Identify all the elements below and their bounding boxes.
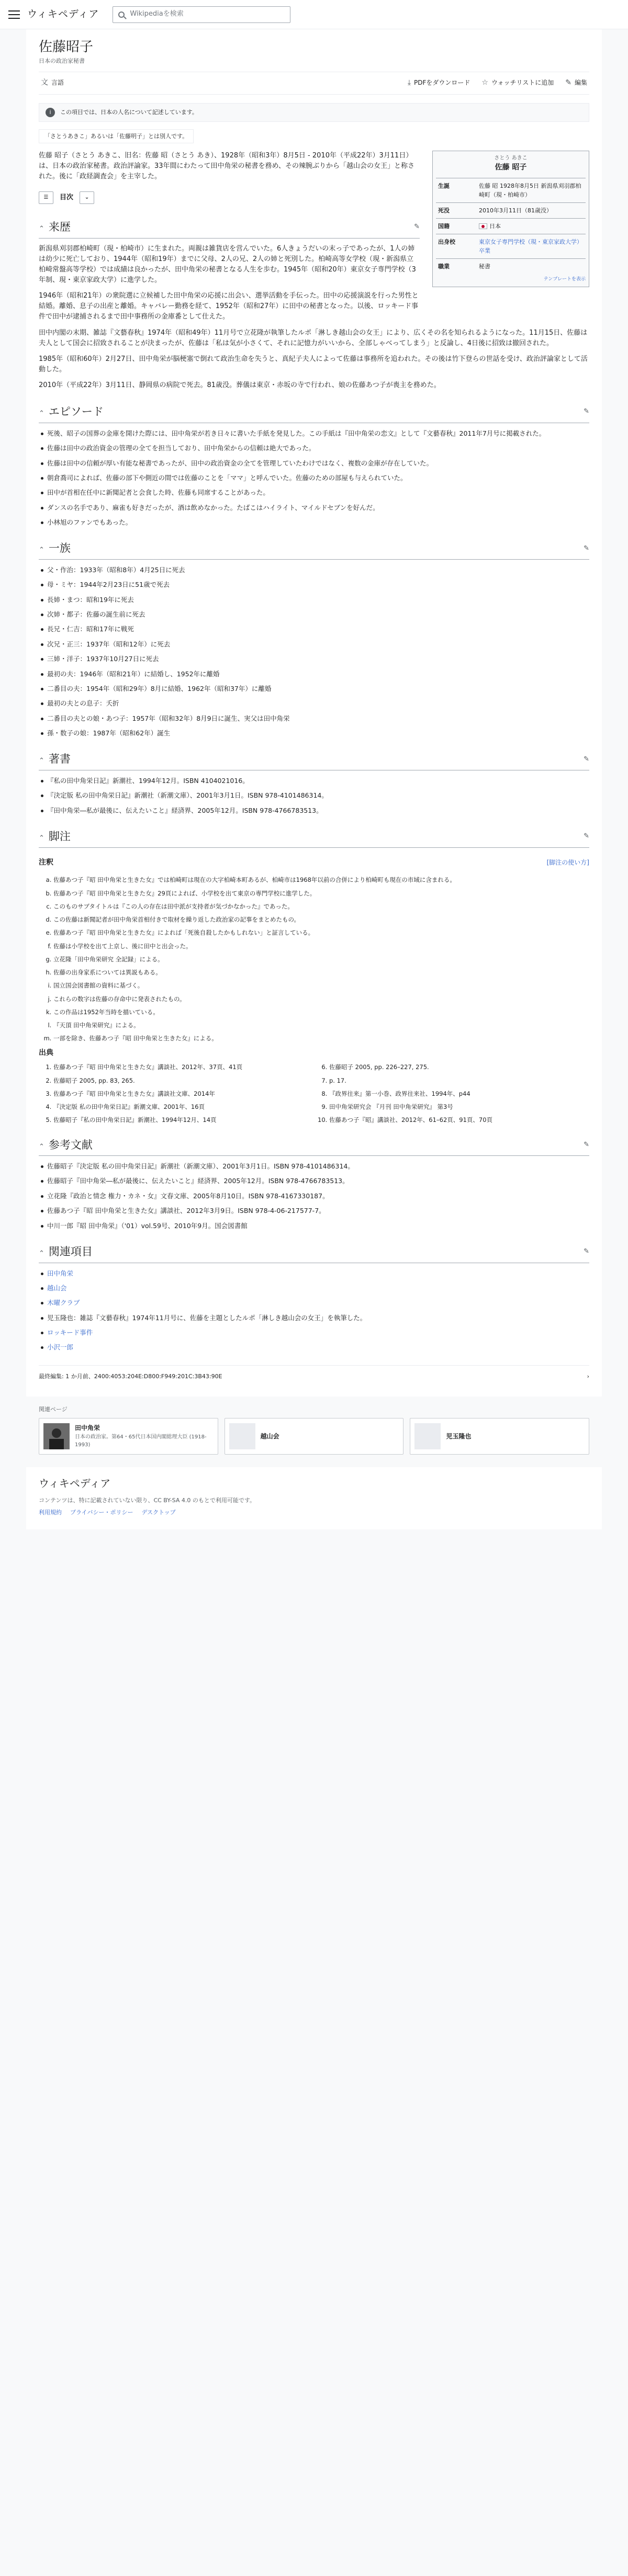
history-paragraph: 田中内閣の末期、雑誌『文藝春秋』1974年（昭和49年）11月号で立花隆が執筆したルポ「淋しき越山会の女王」により、広くその名を知られるようになった。11月15日、佐藤は夫人として国会に招致されることが決まったが、佐藤は「私は気が小さくて、それに記憶力がいいから、全部しゃべってしまう」と反論し、4日後に招致は撤回された。 bbox=[39, 328, 588, 347]
edit-button[interactable]: ✎ 編集 bbox=[565, 77, 587, 89]
note-item: k. この作品は1952年当時を描いている。 bbox=[53, 1008, 589, 1017]
list-item: 次兄・正三：1937年（昭和12年）に死去 bbox=[39, 639, 589, 649]
list-item: 小林旭のファンでもあった。 bbox=[39, 517, 589, 527]
source-item: 5. 佐藤昭子『私の田中角栄日記』新潮社、1994年12月、14頁 bbox=[53, 1116, 313, 1125]
family-list bbox=[39, 565, 589, 739]
note-item: j. これらの数字は佐藤の存命中に発表されたもの。 bbox=[53, 995, 589, 1004]
see-also-link[interactable]: 小沢一郎 bbox=[39, 1342, 589, 1352]
last-edited-bar[interactable] bbox=[39, 1365, 589, 1381]
source-item: 7. p. 17. bbox=[329, 1076, 589, 1085]
infobox bbox=[432, 151, 589, 287]
books-list bbox=[39, 776, 589, 815]
see-also-link[interactable]: 越山会 bbox=[39, 1283, 589, 1293]
edit-section-icon[interactable]: ✎ bbox=[584, 755, 589, 763]
history-paragraph: 2010年（平成22年）3月11日、静岡県の病院で死去。81歳没。葬儀は東京・赤坂の寺で行われ、娘の佐藤あつ子が喪主を務めた。 bbox=[39, 381, 441, 390]
list-item: 『私の田中角栄日記』新潮社、1994年12月。ISBN 4104021016。 bbox=[39, 776, 589, 786]
collapse-icon: ⌃ bbox=[39, 1142, 44, 1151]
related-card[interactable] bbox=[225, 1418, 404, 1455]
page-footer bbox=[26, 1467, 602, 1529]
infobox-label: 国籍 bbox=[436, 218, 477, 234]
source-item: 1. 佐藤あつ子『昭 田中角栄と生きた女』講談社、2012年、37頁、41頁 bbox=[53, 1063, 313, 1072]
list-item: 二番目の夫との娘・あつ子：1957年（昭和32年）8月9日に誕生、実父は田中角栄 bbox=[39, 713, 589, 723]
section-books[interactable]: ⌃ 著書 ✎ bbox=[39, 743, 589, 770]
source-item: 2. 佐藤昭子 2005, pp. 83, 265. bbox=[53, 1076, 313, 1085]
collapse-icon: ⌃ bbox=[39, 410, 44, 418]
menu-icon[interactable] bbox=[8, 10, 20, 19]
info-icon: i bbox=[46, 108, 55, 117]
list-item: 佐藤は田中の政治資金の管理の全てを担当しており、田中角栄からの信頼は絶大であった。 bbox=[39, 443, 589, 453]
hatnote: 「さとうあきこ」あるいは「佐藤明子」とは別人です。 bbox=[39, 129, 194, 143]
collapse-icon: ⌃ bbox=[39, 546, 44, 554]
list-item: 長姉・まつ：昭和19年に死去 bbox=[39, 595, 589, 605]
page-title: 佐藤昭子 bbox=[39, 39, 94, 55]
edit-section-icon[interactable]: ✎ bbox=[414, 223, 420, 231]
infobox-label: 死没 bbox=[436, 202, 477, 218]
language-button[interactable]: 文 言語 bbox=[41, 77, 64, 89]
see-also-link[interactable]: ロッキード事件 bbox=[39, 1327, 589, 1337]
section-notes[interactable]: ⌃ 脚注 ✎ bbox=[39, 821, 589, 848]
list-item: 最初の夫との息子：夭折 bbox=[39, 698, 589, 708]
lead-section bbox=[39, 151, 589, 328]
related-card[interactable] bbox=[410, 1418, 589, 1455]
collapse-icon: ⌃ bbox=[39, 834, 44, 843]
edit-section-icon[interactable]: ✎ bbox=[584, 1247, 589, 1256]
card-title: 越山会 bbox=[260, 1432, 279, 1440]
placeholder-thumbnail bbox=[229, 1423, 255, 1449]
infobox-label: 職業 bbox=[436, 259, 477, 275]
infobox-value: 佐藤 昭 1928年8月5日 新潟県刈羽郡柏崎町（現・柏崎市） bbox=[477, 178, 586, 202]
infobox-label: 生誕 bbox=[436, 178, 477, 202]
edit-section-icon[interactable]: ✎ bbox=[584, 407, 589, 416]
sources-subheading: 出典 bbox=[39, 1048, 53, 1057]
source-item: 10. 佐藤あつ子『昭』講談社、2012年、61–62頁、91頁、70頁 bbox=[329, 1116, 589, 1125]
note-item: b. 佐藤あつ子『昭 田中角栄と生きた女』29頁によれば、小学校を出て東京の専門学校に進学した。 bbox=[53, 889, 589, 898]
see-also-link[interactable]: 木曜クラブ bbox=[39, 1298, 589, 1308]
section-see-also[interactable]: ⌃ 関連項目 ✎ bbox=[39, 1236, 589, 1263]
edit-section-icon[interactable]: ✎ bbox=[584, 832, 589, 841]
related-label: 関連ページ bbox=[39, 1405, 68, 1413]
card-desc: 日本の政治家。第64・65代日本国内閣総理大臣 (1918-1993) bbox=[75, 1434, 207, 1448]
source-item: 3. 佐藤あつ子『昭 田中角栄と生きた女』講談社文庫、2014年 bbox=[53, 1090, 313, 1098]
list-item: 死後、昭子の国葬の金庫を開けた際には、田中角栄が若き日々に書いた手紙を発見した。この手紙は『田中角栄の恋文』として『文藝春秋』2011年7月号に掲載された。 bbox=[39, 428, 589, 438]
disambiguation-notice: i この項目では、日本の人名について記述しています。 bbox=[39, 103, 589, 122]
list-item: 田中が首相在任中に新聞記者と会食した時、佐藤も同席することがあった。 bbox=[39, 487, 589, 497]
infobox-value[interactable]: 東京女子専門学校（現・東京家政大学）卒業 bbox=[477, 234, 586, 258]
chevron-down-icon: ⌄ bbox=[80, 191, 94, 204]
placeholder-thumbnail bbox=[414, 1423, 441, 1449]
list-item: 父・作治：1933年（昭和8年）4月25日に死去 bbox=[39, 565, 589, 575]
list-item: 佐藤昭子『田中角栄―私が最後に、伝えたいこと』経済界、2005年12月。ISBN 978-4766783513。 bbox=[39, 1176, 589, 1186]
list-item: ダンスの名手であり、麻雀も好きだったが、酒は飲めなかった。たばこはハイライト、マイルドセブンを好んだ。 bbox=[39, 503, 589, 513]
infobox-label: 出身校 bbox=[436, 234, 477, 258]
note-item: g. 立花隆「田中角栄研究 全記録」による。 bbox=[53, 955, 589, 964]
list-item: 中川一郎『昭 田中角栄』（'01）vol.59号、2010年9月。国会図書館 bbox=[39, 1221, 589, 1231]
infobox-name: 佐藤 昭子 bbox=[495, 163, 527, 172]
card-title: 児玉隆也 bbox=[446, 1432, 472, 1440]
privacy-link[interactable]: プライバシー・ポリシー bbox=[70, 1508, 133, 1516]
lead-paragraph: 佐藤 昭子（さとう あきこ、旧名：佐藤 昭（さとう あき）、1928年（昭和3年）8月5日 - 2010年（平成22年）3月11日）は、日本の政治家秘書。政治評論家。33年間にわたって田中角栄の秘書を務め、その辣腕ぶりから「越山会の女王」と称された。後に「政経調査会」を主宰した。 bbox=[39, 151, 415, 180]
infobox-value: 2010年3月11日（81歳没） bbox=[477, 202, 586, 218]
search-input[interactable] bbox=[113, 6, 290, 23]
note-item: h. 佐藤の出身家系については異説もある。 bbox=[53, 968, 589, 977]
history-paragraph: 1946年（昭和21年）の衆院選に立候補した田中角栄の応援に出会い、選挙活動を手伝った。田中の応援演説を行った男性と結婚。離婚、息子の出産と離婚。キャバレー勤務を経て、1952年（昭和27年）に田中の秘書となった。以後、ロッキード事件で田中が逮捕されるまで田中事務所の金庫番として仕えた。 bbox=[39, 292, 419, 321]
list-item: 佐藤あつ子『昭 田中角栄と生きた女』講談社、2012年3月9日。ISBN 978-4-06-217577-7。 bbox=[39, 1206, 589, 1216]
see-also-link[interactable]: 田中角栄 bbox=[39, 1268, 589, 1278]
language-icon: 文 bbox=[41, 78, 48, 87]
see-also-link[interactable]: 児玉隆也：雑誌『文藝春秋』1974年11月号に、佐藤を主題としたルポ「淋しき越山会の女王」を執筆した。 bbox=[39, 1313, 589, 1323]
terms-link[interactable]: 利用規約 bbox=[39, 1508, 62, 1516]
japan-flag-icon bbox=[479, 223, 487, 229]
list-item: 最初の夫：1946年（昭和21年）に結婚し、1952年に離婚 bbox=[39, 669, 589, 679]
see-also-list bbox=[39, 1268, 589, 1353]
collapse-icon: ⌃ bbox=[39, 757, 44, 765]
note-item: e. 佐藤あつ子『昭 田中角栄と生きた女』によれば「死後自殺したかもしれない」と証言している。 bbox=[53, 928, 589, 937]
source-item: 6. 佐藤昭子 2005, pp. 226–227, 275. bbox=[329, 1063, 589, 1072]
list-item: 立花隆『政治と情念 権力・カネ・女』文春文庫、2005年8月10日。ISBN 978-4167330187。 bbox=[39, 1191, 589, 1201]
list-item: 三姉・洋子：1937年10月27日に死去 bbox=[39, 654, 589, 664]
notes-subheading: 注釈 bbox=[39, 858, 53, 867]
infobox-value: 日本 bbox=[477, 218, 586, 234]
list-item: 母・ミヤ：1944年2月23日に51歳で死去 bbox=[39, 580, 589, 589]
collapse-icon: ⌃ bbox=[39, 1249, 44, 1257]
list-item: 孫・数子の娘：1987年（昭和62年）誕生 bbox=[39, 728, 589, 738]
list-item: 朝倉喬司によれば、佐藤の部下や側近の間では佐藤のことを「ママ」と呼んでいた。佐藤のための部屋も与えられていた。 bbox=[39, 473, 589, 483]
note-item: f. 佐藤は小学校を出て上京し、後に田中と出会った。 bbox=[53, 942, 589, 951]
download-icon: ⤓ bbox=[407, 78, 411, 87]
search-placeholder: Wikipediaを検索 bbox=[130, 10, 184, 18]
note-item: a. 佐藤あつ子『昭 田中角栄と生きた女』では柏崎町は現在の大字柏崎本町あるが、柏崎市は1968年以前の合併により柏崎町も現在の市域に含まれる。 bbox=[53, 876, 589, 884]
toc-icon: ☰ bbox=[39, 191, 53, 204]
desktop-link[interactable]: デスクトップ bbox=[141, 1508, 176, 1516]
footnote-help-link[interactable]: [脚注の使い方] bbox=[546, 859, 589, 867]
list-item: 長兄・仁吉：昭和17年に戦死 bbox=[39, 624, 589, 634]
episode-list bbox=[39, 428, 589, 528]
edit-section-icon[interactable]: ✎ bbox=[584, 1140, 589, 1149]
section-bibliography[interactable]: ⌃ 参考文献 ✎ bbox=[39, 1129, 589, 1156]
note-item: d. この佐藤は新聞記者が田中角栄首相付きで取材を繰り返した政治家の記事をまとめたもの。 bbox=[53, 915, 589, 924]
pencil-icon: ✎ bbox=[565, 78, 571, 87]
sources-list bbox=[53, 1063, 589, 1129]
history-paragraph: 1985年（昭和60年）2月27日、田中角栄が脳梗塞で倒れて政治生命を失うと、真紀子夫人によって佐藤は事務所を追われた。その後は竹下登らの世話を受け、政治評論家として活動した。 bbox=[39, 355, 588, 373]
page-toolbar bbox=[39, 72, 589, 95]
infobox-kana: さとう あきこ bbox=[494, 155, 528, 161]
section-episodes[interactable]: ⌃ エピソード ✎ bbox=[39, 396, 589, 423]
pdf-button[interactable]: ⤓ PDFをダウンロード bbox=[408, 77, 470, 89]
portrait-thumbnail bbox=[43, 1423, 70, 1449]
top-bar bbox=[0, 0, 628, 29]
list-item: 二番目の夫：1954年（昭和29年）8月に結婚、1962年（昭和37年）に離婚 bbox=[39, 684, 589, 694]
list-item: 『決定版 私の田中角栄日記』新潮社（新潮文庫）、2001年3月1日。ISBN 978-4101486314。 bbox=[39, 790, 589, 800]
search-icon bbox=[118, 12, 125, 18]
license-text: コンテンツは、特に記載されていない限り、CC BY-SA 4.0 のもとで利用可能です。 bbox=[39, 1496, 255, 1504]
page-tagline: 日本の政治家秘書 bbox=[39, 57, 85, 64]
infobox-value: 秘書 bbox=[477, 259, 586, 275]
list-item: 次姉・都子：佐藤の誕生前に死去 bbox=[39, 609, 589, 619]
section-history[interactable]: ⌃ 来歴 ✎ bbox=[39, 211, 420, 239]
notes-header bbox=[39, 853, 589, 873]
history-paragraph: 新潟県刈羽郡柏崎町（現・柏崎市）に生まれた。両親は雑貨店を営んでいた。6人きょうだいの末っ子であったが、1人の姉は幼少に死亡しており、1944年（昭和19年）までに父母、2人の兄、2人の姉と死別した。柏崎高等女学校（現・新潟県立柏崎常盤高等学校）では成績は良かったが、田中角栄の秘書となる人生を歩む。1945年（昭和20年）東京女子専門学校（3年制、現・東京家政大学）に進学した。 bbox=[39, 244, 416, 284]
template-link[interactable]: テンプレートを表示 bbox=[543, 277, 586, 282]
list-item: 佐藤は田中の信頼が厚い有能な秘書であったが、田中の政治資金の全てを管理していたわけではなく、複数の金庫が存在していた。 bbox=[39, 458, 589, 468]
chevron-right-icon: › bbox=[587, 1372, 589, 1380]
source-item: 4. 『決定版 私の田中角栄日記』新潮文庫、2001年、16頁 bbox=[53, 1103, 313, 1111]
notes-list bbox=[53, 876, 589, 1043]
edit-section-icon[interactable]: ✎ bbox=[584, 544, 589, 552]
collapse-icon: ⌃ bbox=[39, 225, 44, 233]
bibliography-list bbox=[39, 1161, 589, 1231]
toc-toggle[interactable]: ☰ 目次 ⌄ bbox=[39, 191, 94, 204]
section-family[interactable]: ⌃ 一族 ✎ bbox=[39, 532, 589, 560]
list-item: 佐藤昭子『決定版 私の田中角栄日記』新潮社（新潮文庫）、2001年3月1日。ISBN 978-4101486314。 bbox=[39, 1161, 589, 1171]
last-edited-text: 最終編集: 1 か月前、2400:4053:204E:D800:F949:201C:3B43:90E bbox=[39, 1372, 222, 1380]
source-item: 9. 田中角栄研究会 『月刊 田中角栄研究』 第3号 bbox=[329, 1103, 589, 1111]
star-icon: ☆ bbox=[481, 78, 488, 87]
note-item: i. 国立国会図書館の資料に基づく。 bbox=[53, 981, 589, 990]
note-item: l. 『天頂 田中角栄研究』による。 bbox=[53, 1021, 589, 1030]
footer-wordmark: ウィキペディア bbox=[39, 1477, 111, 1490]
related-pages bbox=[26, 1397, 602, 1467]
article-page bbox=[26, 29, 602, 1397]
note-item: m. 一部を除き、佐藤あつ子『昭 田中角栄と生きた女』による。 bbox=[53, 1034, 589, 1043]
card-title: 田中角栄 bbox=[75, 1424, 100, 1432]
source-item: 8. 『政界往来』第一小巻、政界往来社、1994年、p44 bbox=[329, 1090, 589, 1098]
watch-button[interactable]: ☆ ウォッチリストに追加 bbox=[481, 77, 554, 89]
related-card[interactable] bbox=[39, 1418, 218, 1455]
note-item: c. このものサブタイトルは『この人の存在は田中派が支持者が気づかなかった』であった。 bbox=[53, 902, 589, 911]
site-logo[interactable]: ウィキペディア bbox=[27, 8, 99, 20]
list-item: 『田中角栄―私が最後に、伝えたいこと』経済界、2005年12月。ISBN 978-4766783513。 bbox=[39, 805, 589, 815]
